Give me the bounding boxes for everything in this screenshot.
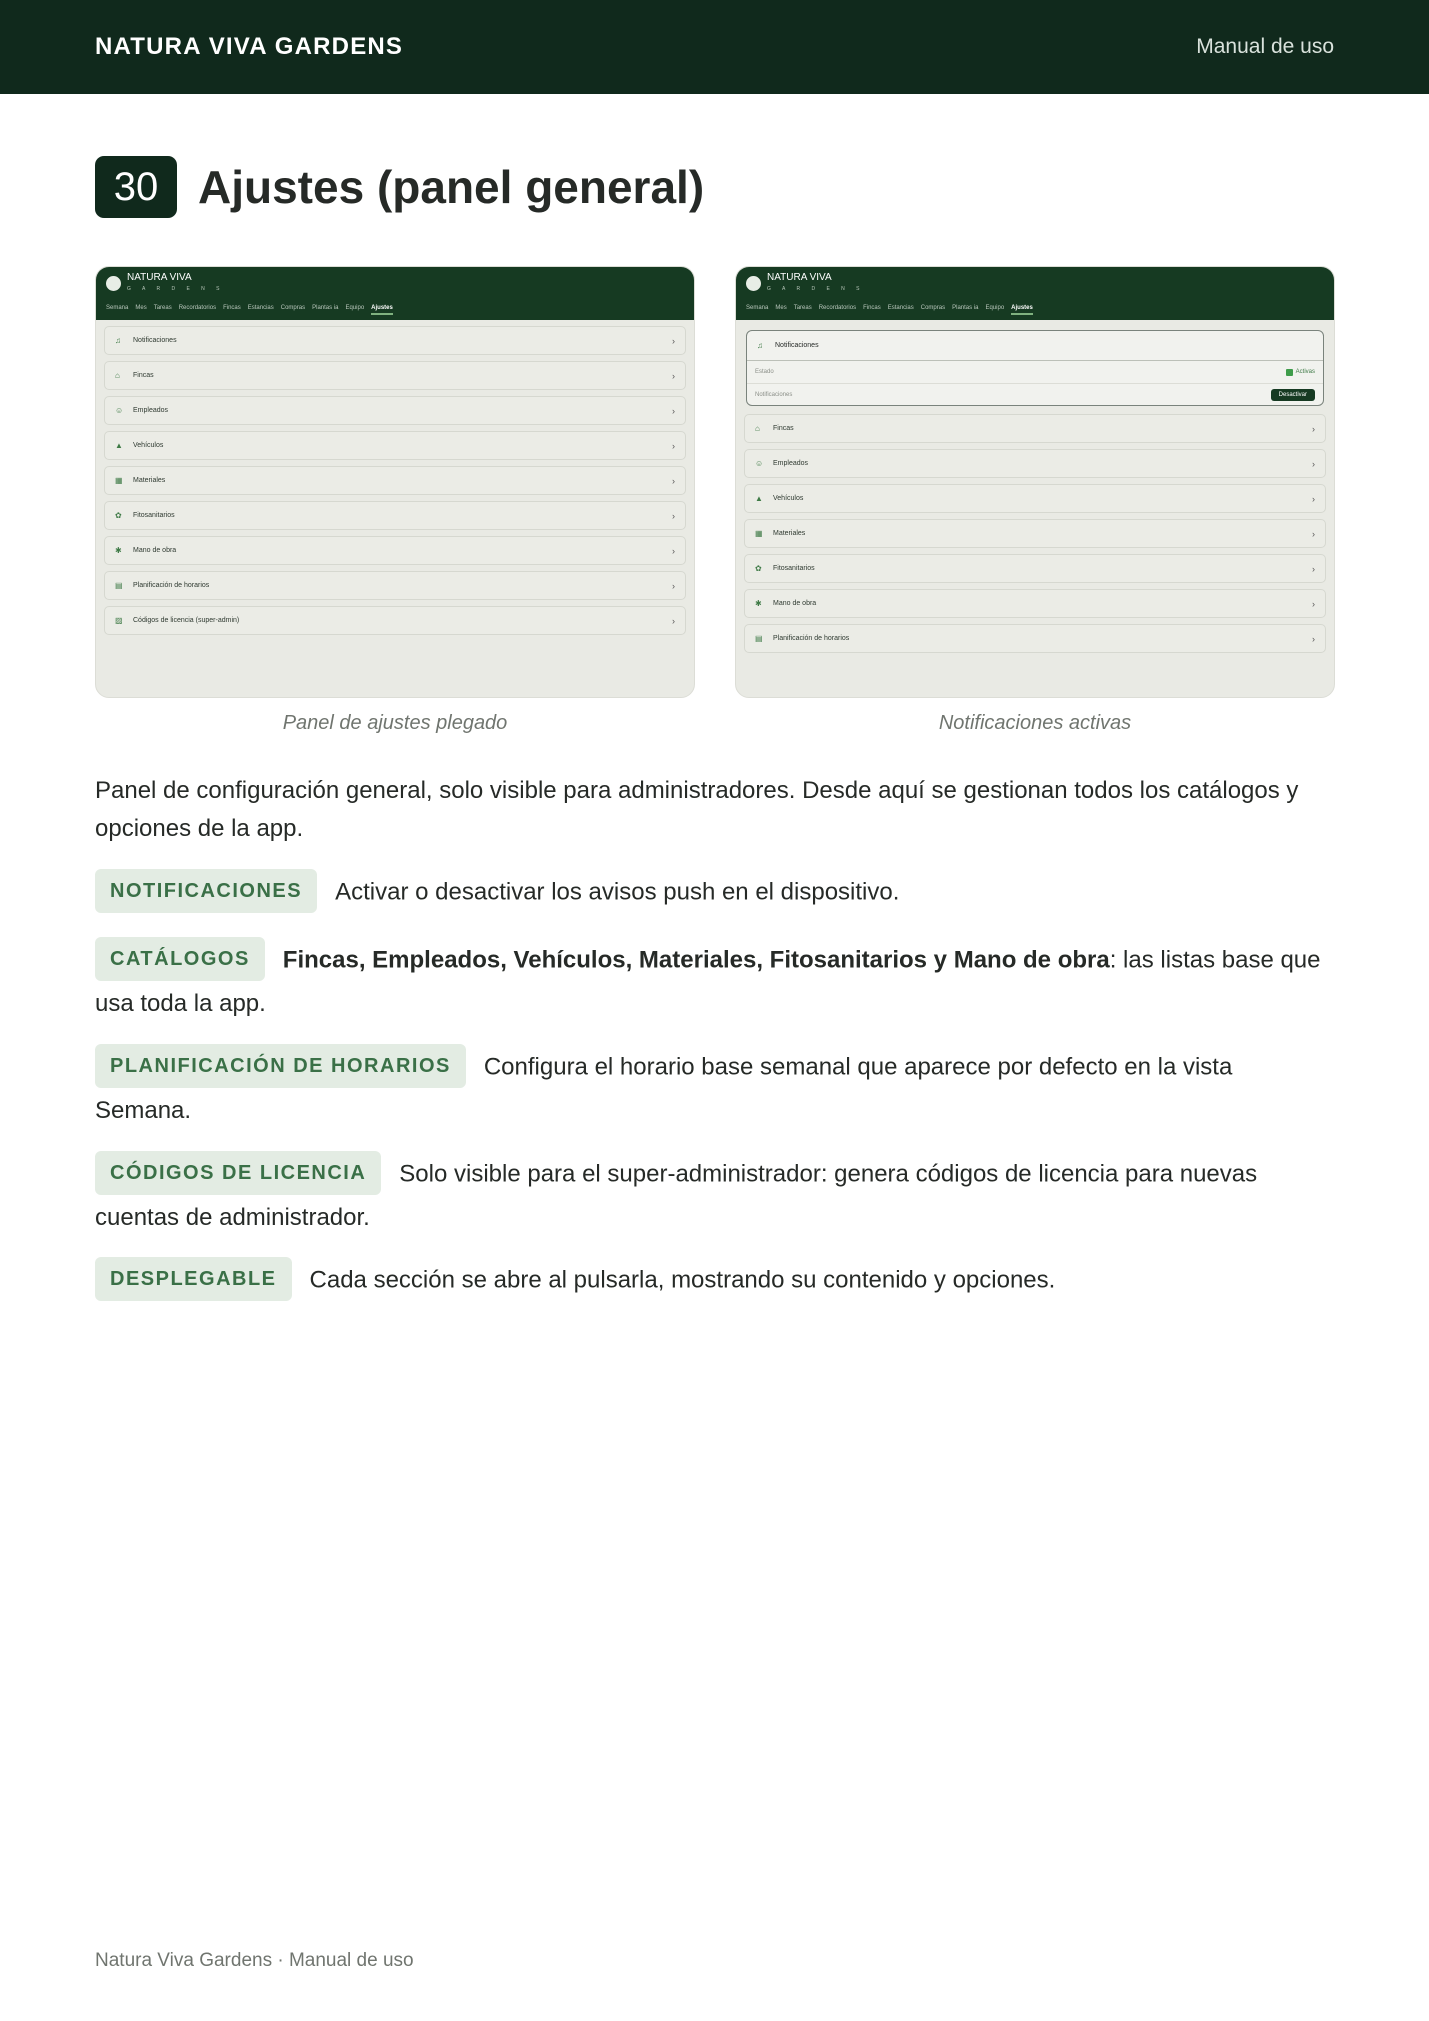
settings-row-label: Vehículos (133, 442, 164, 449)
catalog-list (744, 414, 1326, 653)
caption-left: Panel de ajustes plegado (282, 712, 508, 734)
term-bold-text: Fincas, Empleados, Vehículos, Materiales, Fitosanitarios y Mano de obra (282, 946, 1110, 974)
page-footer: Natura Viva Gardens · Manual de uso (95, 1950, 414, 1971)
nav-item-active: Ajustes (371, 305, 393, 315)
nav-item: Mes (775, 305, 787, 311)
people-icon: ☺ (115, 406, 124, 415)
chevron-right-icon: › (672, 580, 675, 591)
term-catalogos (95, 939, 1335, 1025)
settings-row (104, 571, 686, 600)
boxes-icon: ▦ (755, 529, 763, 538)
boxes-icon: ▦ (115, 476, 123, 485)
brand-name: NATURA VIVA GARDENS (95, 33, 404, 60)
car-icon: ▲ (115, 441, 123, 450)
estado-value: Activas (1295, 369, 1315, 375)
settings-row (104, 431, 686, 460)
settings-row (744, 519, 1326, 548)
notifications-label: Notificaciones (755, 391, 793, 398)
page-title: Ajustes (panel general) (198, 161, 705, 213)
settings-list (736, 320, 1334, 653)
term-text: Solo visible para el super-administrador: genera códigos de licencia para nuevas cuentas de administrador. (95, 1160, 1258, 1231)
intro-paragraph: Panel de configuración general, solo visible para administradores. Desde aquí se gestionan todos los catálogos y opciones de la app. (95, 777, 1299, 842)
nav-item: Tareas (793, 305, 812, 311)
nav-item: Compras (280, 305, 306, 311)
app-brand: NATURA VIVA (127, 272, 192, 283)
section-number-badge: 30 (95, 156, 177, 218)
key-icon: ▨ (115, 616, 123, 625)
app-brand-sub: G A R D E N S (127, 286, 225, 292)
settings-row (104, 326, 686, 355)
section-heading (95, 156, 704, 218)
settings-row-label: Empleados (133, 407, 169, 414)
settings-row-label: Mano de obra (133, 547, 177, 554)
people-icon: ☺ (755, 459, 764, 468)
chevron-right-icon: › (1312, 423, 1315, 434)
nav-item: Equipo (345, 305, 365, 311)
settings-row-label: Planificación de horarios (133, 582, 210, 589)
nav-item: Semana (106, 305, 129, 311)
nav-item: Plantas ia (952, 305, 979, 311)
nav-item: Tareas (153, 305, 172, 311)
app-brand-sub: G A R D E N S (767, 286, 865, 292)
nav-item: Mes (135, 305, 147, 311)
bell-icon: ♫ (757, 341, 763, 350)
settings-row (744, 624, 1326, 653)
notifications-title: Notificaciones (775, 342, 819, 349)
settings-row-label: Materiales (773, 530, 806, 537)
settings-row-label: Empleados (773, 460, 809, 467)
caption-right: Notificaciones activas (938, 712, 1132, 734)
screenshot-collapsed-panel (95, 266, 695, 698)
worker-icon: ✱ (755, 599, 762, 608)
notifications-expanded-panel (746, 330, 1324, 406)
app-header (96, 267, 694, 320)
settings-row (744, 414, 1326, 443)
chevron-right-icon: › (672, 370, 675, 381)
bell-icon: ♫ (115, 336, 121, 345)
chevron-right-icon: › (672, 405, 675, 416)
check-icon (1286, 369, 1293, 376)
nav-item: Estancias (247, 305, 274, 311)
settings-row (104, 466, 686, 495)
nav-item: Fincas (223, 305, 241, 311)
calendar-icon: ▤ (755, 634, 763, 643)
term-tag: NOTIFICACIONES (95, 869, 317, 913)
settings-row (104, 536, 686, 565)
settings-row (744, 484, 1326, 513)
chevron-right-icon: › (672, 510, 675, 521)
nav-item: Equipo (985, 305, 1005, 311)
settings-row (104, 606, 686, 635)
settings-row-label: Códigos de licencia (super-admin) (133, 617, 240, 624)
nav-item: Plantas ia (312, 305, 339, 311)
plant-icon: ✿ (115, 511, 122, 520)
settings-row-label: Fincas (133, 372, 154, 379)
leaf-logo-icon (106, 276, 121, 291)
car-icon: ▲ (755, 494, 763, 503)
notifications-header (747, 331, 1323, 361)
chevron-right-icon: › (672, 440, 675, 451)
term-text: : las listas base que usa toda la app. (95, 946, 1321, 1017)
term-tag: DESPLEGABLE (95, 1257, 292, 1301)
app-nav (106, 305, 684, 315)
app-header (736, 267, 1334, 320)
settings-row-label: Fitosanitarios (773, 565, 815, 572)
app-brand: NATURA VIVA (767, 272, 832, 283)
settings-row (104, 396, 686, 425)
estado-label: Estado (755, 369, 774, 375)
settings-row-label: Mano de obra (773, 600, 817, 607)
settings-row (104, 501, 686, 530)
app-logo (746, 273, 865, 294)
term-text: Cada sección se abre al pulsarla, mostrando su contenido y opciones. (309, 1266, 1056, 1294)
settings-row (744, 449, 1326, 478)
chevron-right-icon: › (1312, 598, 1315, 609)
chevron-right-icon: › (1312, 528, 1315, 539)
app-nav (746, 305, 1324, 315)
chevron-right-icon: › (672, 335, 675, 346)
deactivate-button: Desactivar (1271, 389, 1315, 401)
chevron-right-icon: › (1312, 563, 1315, 574)
top-header (0, 0, 1429, 94)
term-tag: CATÁLOGOS (95, 937, 265, 981)
settings-row (744, 589, 1326, 618)
house-icon: ⌂ (755, 424, 760, 433)
plant-icon: ✿ (755, 564, 762, 573)
settings-row-label: Planificación de horarios (773, 635, 850, 642)
app-logo (106, 273, 225, 294)
settings-row (744, 554, 1326, 583)
term-tag: CÓDIGOS DE LICENCIA (95, 1151, 381, 1195)
chevron-right-icon: › (1312, 493, 1315, 504)
term-text: Configura el horario base semanal que aparece por defecto en la vista Semana. (95, 1053, 1233, 1124)
header-doc-label: Manual de uso (1196, 35, 1334, 58)
chevron-right-icon: › (672, 475, 675, 486)
settings-row-label: Notificaciones (133, 337, 177, 344)
chevron-right-icon: › (1312, 633, 1315, 644)
settings-list (96, 320, 694, 635)
notifications-line (747, 383, 1323, 405)
nav-item: Compras (920, 305, 946, 311)
nav-item: Fincas (863, 305, 881, 311)
term-tag: PLANIFICACIÓN DE HORARIOS (95, 1044, 466, 1088)
nav-item: Recordatorios (178, 305, 217, 311)
term-planificacion (95, 1046, 1335, 1132)
house-icon: ⌂ (115, 371, 120, 380)
calendar-icon: ▤ (115, 581, 123, 590)
nav-item: Recordatorios (818, 305, 857, 311)
screenshot-notifications-active (735, 266, 1335, 698)
term-text: Activar o desactivar los avisos push en el dispositivo. (335, 878, 900, 906)
settings-row-label: Fincas (773, 425, 794, 432)
nav-item: Estancias (887, 305, 914, 311)
chevron-right-icon: › (672, 615, 675, 626)
chevron-right-icon: › (1312, 458, 1315, 469)
nav-item-active: Ajustes (1011, 305, 1033, 315)
chevron-right-icon: › (672, 545, 675, 556)
settings-row-label: Vehículos (773, 495, 804, 502)
estado-status (1286, 369, 1315, 376)
term-desplegable (95, 1259, 1335, 1303)
settings-row-label: Fitosanitarios (133, 512, 175, 519)
leaf-logo-icon (746, 276, 761, 291)
settings-row (104, 361, 686, 390)
term-codigos-licencia (95, 1153, 1335, 1239)
term-notificaciones (95, 871, 1335, 915)
estado-line (747, 361, 1323, 383)
worker-icon: ✱ (115, 546, 122, 555)
settings-row-label: Materiales (133, 477, 166, 484)
nav-item: Semana (746, 305, 769, 311)
